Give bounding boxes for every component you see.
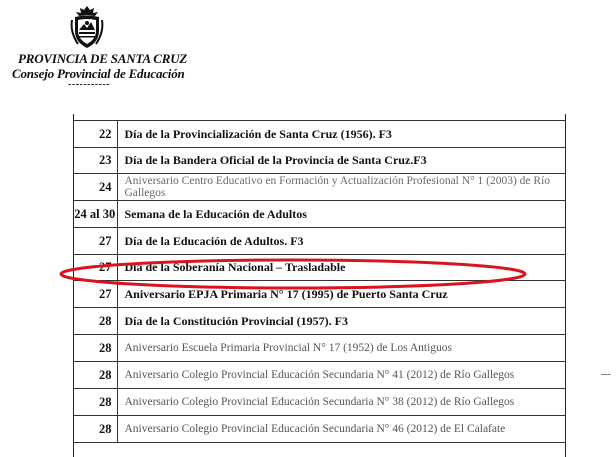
day-cell: 28 [73, 416, 117, 443]
province-name: PROVINCIA DE SANTA CRUZ [18, 51, 188, 66]
event-cell: Aniversario Colegio Provincial Educación Secundaria N° 38 (2012) de Río Gallegos [117, 389, 566, 416]
day-cell: 27 [73, 228, 117, 255]
table-row [73, 308, 566, 335]
margin-mark [601, 374, 611, 375]
table-row [73, 281, 566, 308]
day-cell: 24 [73, 174, 117, 201]
table-row [73, 201, 566, 228]
table-row [73, 148, 566, 174]
day-cell: 24 al 30 [73, 201, 117, 228]
event-cell: Día de la Bandera Oficial de la Provincia de Santa Cruz.F3 [117, 148, 566, 174]
day-cell: 22 [73, 121, 117, 148]
day-cell: 28 [73, 362, 117, 389]
event-cell: Semana de la Educación de Adultos [117, 201, 566, 228]
table-row-highlighted [73, 255, 566, 281]
day-cell: 27 [73, 281, 117, 308]
event-cell: Día de la Educación de Adultos. F3 [117, 228, 566, 255]
event-cell: Día de la Constitución Provincial (1957). F3 [117, 308, 566, 335]
day-cell: 27 [73, 255, 117, 281]
table-row [73, 228, 566, 255]
event-cell: Aniversario Colegio Provincial Educación Secundaria N° 41 (2012) de Río Gallegos [117, 362, 566, 389]
council-name: Consejo Provincial de Educación [12, 66, 185, 81]
calendar-table [73, 120, 566, 443]
header-underline-dashes: ----------- [68, 79, 111, 90]
event-cell: Aniversario EPJA Primaria N° 17 (1995) de Puerto Santa Cruz [117, 281, 566, 308]
table-row [73, 335, 566, 362]
event-cell: Día de la Provincialización de Santa Cruz (1956). F3 [117, 121, 566, 148]
table-row [73, 174, 566, 201]
day-cell: 23 [73, 148, 117, 174]
event-cell: Día de la Soberanía Nacional – Trasladable [117, 255, 566, 281]
table-row [73, 121, 566, 148]
event-cell: Aniversario Escuela Primaria Provincial N° 17 (1952) de Los Antiguos [117, 335, 566, 362]
event-cell: Aniversario Centro Educativo en Formación y Actualización Profesional N° 1 (2003) de Río Gallegos [117, 174, 566, 201]
provincial-coat-of-arms-icon [68, 4, 106, 50]
day-cell: 28 [73, 308, 117, 335]
document-header [0, 0, 616, 100]
table-row [73, 362, 566, 389]
day-cell: 28 [73, 389, 117, 416]
day-cell: 28 [73, 335, 117, 362]
event-cell: Aniversario Colegio Provincial Educación Secundaria N° 46 (2012) de El Calafate [117, 416, 566, 443]
table-row [73, 389, 566, 416]
table-row [73, 416, 566, 443]
